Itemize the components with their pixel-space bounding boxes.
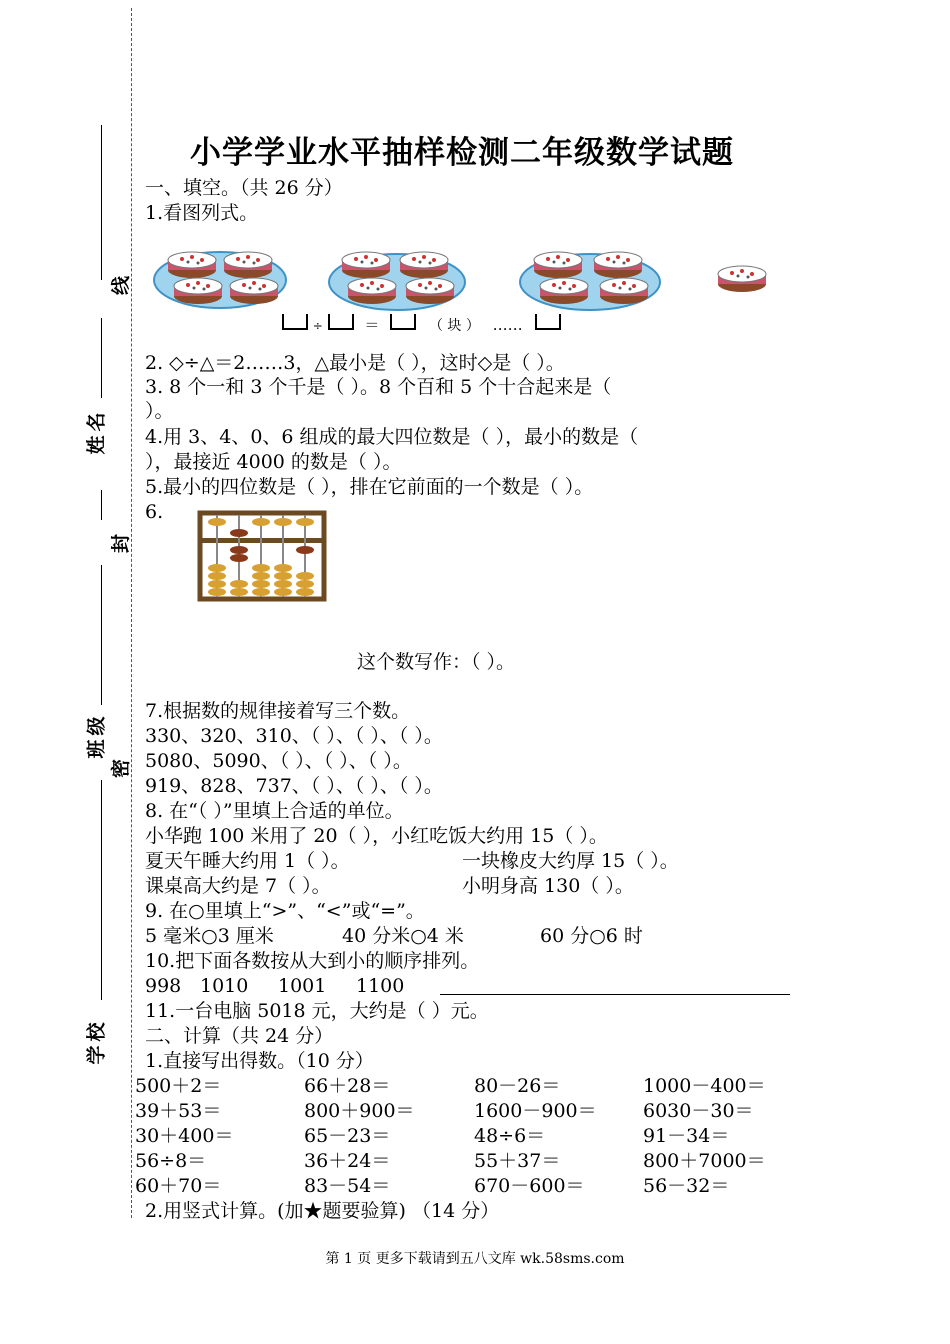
- calc-item: 6030－30＝: [643, 1100, 754, 1122]
- question-7-row-2: 5080、5090、（ ）、（ ）、（ ）。: [145, 750, 412, 772]
- unit-label: （ 块 ）: [428, 318, 480, 334]
- question-7-row-3: 919、828、737、（ ）、（ ）、（ ）。: [145, 775, 443, 797]
- equals-sign: ＝: [364, 316, 380, 334]
- question-7-row-1: 330、320、310、（ ）、（ ）、（ ）。: [145, 725, 443, 747]
- calc-item: 1000－400＝: [643, 1075, 766, 1097]
- plate-1: [154, 252, 286, 308]
- answer-box[interactable]: [535, 314, 561, 330]
- question-3-line-1: 3. 8 个一和 3 个千是（ ）。8 个百和 5 个十合起来是（: [145, 376, 612, 398]
- calc-item: 500＋2＝: [135, 1075, 222, 1097]
- calc-item: 48÷6＝: [474, 1125, 546, 1147]
- binding-dashed-line: [131, 8, 132, 1218]
- question-6-number: 6.: [145, 501, 164, 523]
- question-7-prompt: 7.根据数的规律接着写三个数。: [145, 700, 411, 722]
- plate-2: [329, 252, 465, 310]
- calc-item: 80－26＝: [474, 1075, 561, 1097]
- calc-item: 56－32＝: [643, 1175, 730, 1197]
- calc-item: 39＋53＝: [135, 1100, 222, 1122]
- calc-item: 65－23＝: [304, 1125, 391, 1147]
- answer-box[interactable]: [282, 314, 308, 330]
- compare-item: 5 毫米○3 厘米: [145, 925, 274, 947]
- calc-item: 800＋900＝: [304, 1100, 415, 1122]
- calc-item: 670－600＝: [474, 1175, 585, 1197]
- question-9-prompt: 9. 在○里填上“>”、“<”或“=”。: [145, 900, 425, 922]
- number-item: 1100: [356, 975, 405, 997]
- number-item: 1010: [200, 975, 249, 997]
- question-11: 11.一台电脑 5018 元，大约是（ ）元。: [145, 1000, 489, 1022]
- calc-prompt: 1.直接写出得数。（10 分）: [145, 1050, 374, 1072]
- equation-row: [282, 313, 561, 338]
- abacus-image: [197, 510, 327, 602]
- calc-item: 1600－900＝: [474, 1100, 597, 1122]
- seal-label-mi: 密: [110, 758, 133, 779]
- seal-label-xian: 线: [110, 275, 133, 296]
- binding-line-segment: [101, 490, 102, 520]
- question-5: 5.最小的四位数是（ ），排在它前面的一个数是（ ）。: [145, 476, 594, 498]
- calc-item: 83－54＝: [304, 1175, 391, 1197]
- number-item: 1001: [278, 975, 327, 997]
- single-cake: [718, 266, 766, 292]
- number-item: 998: [145, 975, 182, 997]
- section-heading: 二、计算（共 24 分）: [145, 1025, 334, 1047]
- divide-sign: ÷: [312, 319, 323, 333]
- exam-title: 小学学业水平抽样检测二年级数学试题: [190, 135, 734, 171]
- calc-item: 30＋400＝: [135, 1125, 234, 1147]
- calc-item: 56÷8＝: [135, 1150, 207, 1172]
- question-8-row-3b: 小明身高 130（ ）。: [462, 875, 634, 897]
- question-1-prompt: 1.看图列式。: [145, 202, 259, 224]
- calc-item: 91－34＝: [643, 1125, 730, 1147]
- answer-line[interactable]: [440, 994, 790, 995]
- question-8-row-2a: 夏天午睡大约用 1（ ）。: [145, 850, 350, 872]
- binding-line-segment: [101, 780, 102, 1000]
- question-8-prompt: 8. 在“（ ）”里填上合适的单位。: [145, 800, 404, 822]
- answer-box[interactable]: [390, 314, 416, 330]
- binding-line-segment: [101, 318, 102, 398]
- compare-item: 60 分○6 时: [540, 925, 643, 947]
- vertical-calc-prompt: 2.用竖式计算。(加★题要验算) （14 分）: [145, 1200, 500, 1222]
- school-label: 学校: [85, 1018, 108, 1065]
- calc-item: 36＋24＝: [304, 1150, 391, 1172]
- page-footer: 第 1 页 更多下载请到五八文库 wk.58sms.com: [325, 1251, 625, 1267]
- calc-item: 66＋28＝: [304, 1075, 391, 1097]
- question-4-line-2: ），最接近 4000 的数是（ ）。: [145, 451, 402, 473]
- compare-item: 40 分米○4 米: [342, 925, 464, 947]
- binding-line-segment: [101, 125, 102, 280]
- seal-label-feng: 封: [110, 533, 133, 554]
- question-6-answer: 这个数写作：（ ）。: [357, 651, 516, 673]
- question-3-line-2: ）。: [145, 400, 174, 422]
- cake-plates-illustration: [150, 236, 790, 316]
- calc-item: 55＋37＝: [474, 1150, 561, 1172]
- binding-line-segment: [101, 565, 102, 705]
- answer-box[interactable]: [328, 314, 354, 330]
- question-10-prompt: 10.把下面各数按从大到小的顺序排列。: [145, 950, 480, 972]
- question-4-line-1: 4.用 3、4、0、6 组成的最大四位数是（ ），最小的数是（: [145, 426, 639, 448]
- plate-3: [520, 252, 660, 310]
- class-label: 班级: [85, 712, 108, 759]
- question-8-row-1: 小华跑 100 米用了 20（ ），小红吃饭大约用 15（ ）。: [145, 825, 608, 847]
- question-2: 2. ◇÷△＝2……3，△最小是（ ），这时◇是（ ）。: [145, 352, 565, 374]
- name-label: 姓名: [85, 408, 108, 455]
- calc-item: 60＋70＝: [135, 1175, 222, 1197]
- section-heading: 一、填空。（共 26 分）: [145, 177, 343, 199]
- calc-item: 800＋7000＝: [643, 1150, 766, 1172]
- question-8-row-2b: 一块橡皮大约厚 15（ ）。: [462, 850, 679, 872]
- question-8-row-3a: 课桌高大约是 7（ ）。: [145, 875, 331, 897]
- ellipsis: ……: [492, 316, 523, 334]
